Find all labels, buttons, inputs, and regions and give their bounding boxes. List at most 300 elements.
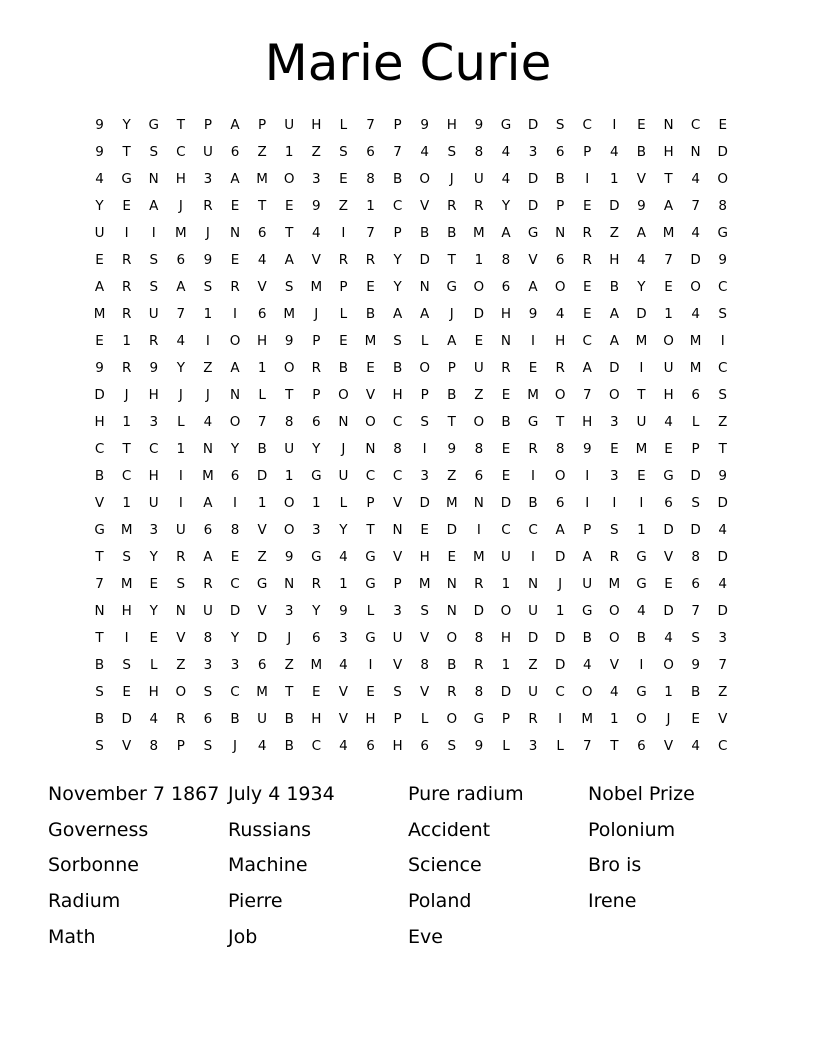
grid-letter: V	[392, 656, 403, 673]
word-list-row	[48, 919, 768, 955]
grid-letter: M	[662, 224, 675, 241]
grid-letter: S	[339, 143, 348, 160]
grid-letter: R	[474, 656, 484, 673]
grid-letter: S	[447, 737, 457, 754]
word-list-row	[48, 848, 768, 884]
grid-letter: 4	[312, 224, 321, 241]
grid-letter: N	[500, 332, 511, 349]
grid-letter: G	[582, 602, 593, 619]
grid-letter: E	[637, 116, 646, 133]
grid-letter: 3	[610, 467, 619, 484]
grid-letter: T	[285, 683, 294, 700]
grid-letter: 1	[501, 656, 511, 673]
grid-row	[86, 165, 738, 192]
grid-letter: J	[449, 170, 454, 187]
grid-letter: B	[447, 224, 457, 241]
grid-letter: M	[689, 359, 702, 376]
grid-letter: O	[609, 386, 620, 403]
grid-letter: J	[178, 386, 183, 403]
grid-letter: 3	[420, 467, 429, 484]
word-list-row	[48, 812, 768, 848]
grid-letter: 1	[284, 143, 294, 160]
grid-letter: T	[257, 197, 267, 214]
grid-letter: M	[581, 710, 594, 727]
grid-letter: N	[284, 575, 295, 592]
grid-letter: B	[582, 629, 592, 646]
grid-letter: D	[717, 143, 728, 160]
grid-letter: T	[95, 548, 104, 565]
grid-letter: N	[446, 575, 457, 592]
grid-letter: 6	[691, 575, 700, 592]
grid-letter: R	[203, 575, 213, 592]
grid-letter: N	[202, 440, 213, 457]
grid-letter: 6	[366, 737, 375, 754]
grid-letter: A	[582, 359, 592, 376]
grid-letter: V	[338, 710, 349, 727]
grid-letter: 1	[284, 467, 294, 484]
grid-letter: O	[446, 710, 458, 727]
grid-letter: 6	[203, 710, 213, 727]
grid-letter: B	[365, 305, 376, 322]
grid-letter: O	[609, 602, 620, 619]
grid-letter: B	[447, 386, 457, 403]
grid-letter: A	[230, 359, 240, 376]
grid-letter: A	[284, 251, 294, 268]
grid-letter: B	[230, 710, 240, 727]
grid-letter: 3	[528, 737, 538, 754]
grid-letter: N	[527, 575, 539, 592]
grid-letter: 7	[393, 143, 402, 160]
grid-letter: H	[365, 710, 376, 727]
grid-letter: 8	[555, 440, 565, 457]
grid-letter: 4	[664, 629, 673, 646]
grid-letter: D	[229, 602, 241, 619]
grid-letter: 9	[528, 305, 538, 322]
grid-letter: M	[635, 440, 648, 457]
grid-letter: Y	[95, 197, 104, 214]
grid-letter: I	[639, 359, 644, 376]
grid-letter: I	[178, 467, 183, 484]
grid-letter: R	[176, 710, 186, 727]
grid-letter: O	[581, 683, 593, 700]
grid-letter: N	[690, 143, 701, 160]
grid-letter: N	[663, 116, 674, 133]
grid-letter: P	[501, 710, 511, 727]
grid-letter: G	[365, 548, 376, 565]
grid-row	[86, 705, 738, 732]
grid-letter: V	[392, 494, 403, 511]
grid-letter: S	[203, 683, 213, 700]
grid-row	[86, 111, 738, 138]
grid-letter: R	[311, 359, 321, 376]
grid-row	[86, 327, 738, 354]
grid-letter: 7	[176, 305, 186, 322]
grid-letter: J	[205, 224, 210, 241]
grid-letter: L	[556, 737, 564, 754]
grid-letter: 6	[257, 224, 267, 241]
grid-letter: D	[527, 197, 539, 214]
grid-letter: 8	[203, 629, 213, 646]
grid-letter: H	[175, 170, 186, 187]
grid-letter: C	[230, 683, 240, 700]
grid-letter: V	[257, 602, 267, 619]
grid-letter: O	[554, 386, 566, 403]
grid-letter: H	[555, 332, 566, 349]
grid-letter: 8	[474, 143, 484, 160]
grid-letter: 6	[501, 278, 511, 295]
grid-letter: B	[609, 278, 619, 295]
grid-letter: D	[554, 629, 566, 646]
grid-letter: 4	[555, 305, 565, 322]
grid-letter: N	[148, 170, 159, 187]
grid-letter: U	[257, 710, 268, 727]
grid-letter: 4	[95, 170, 104, 187]
grid-letter: S	[718, 386, 727, 403]
grid-letter: 3	[528, 143, 538, 160]
grid-letter: H	[148, 683, 159, 700]
word-list-item: July 4 1934	[228, 782, 335, 805]
word-list-item: Pure radium	[408, 782, 524, 805]
grid-letter: 9	[95, 143, 104, 160]
grid-letter: V	[392, 548, 403, 565]
grid-row	[86, 678, 738, 705]
grid-letter: 3	[203, 656, 213, 673]
grid-letter: G	[311, 548, 322, 565]
grid-letter: B	[690, 683, 701, 700]
grid-letter: 9	[95, 116, 104, 133]
grid-letter: Z	[284, 656, 294, 673]
grid-letter: D	[527, 170, 539, 187]
grid-letter: Y	[339, 521, 348, 538]
grid-letter: B	[555, 170, 565, 187]
grid-letter: U	[284, 440, 295, 457]
grid-letter: V	[338, 683, 349, 700]
grid-letter: E	[366, 683, 375, 700]
grid-row	[86, 408, 738, 435]
grid-letter: I	[124, 629, 129, 646]
grid-row	[86, 516, 738, 543]
grid-letter: V	[311, 251, 321, 268]
grid-letter: C	[555, 683, 565, 700]
grid-letter: S	[176, 575, 186, 592]
grid-letter: 9	[718, 251, 727, 268]
grid-letter: E	[582, 305, 592, 322]
grid-letter: N	[338, 413, 349, 430]
grid-letter: M	[120, 521, 133, 538]
grid-letter: Y	[149, 548, 158, 565]
grid-letter: 6	[257, 656, 267, 673]
grid-letter: E	[95, 251, 104, 268]
grid-letter: P	[583, 521, 592, 538]
grid-letter: P	[447, 359, 456, 376]
grid-letter: V	[663, 548, 674, 565]
grid-letter: 3	[339, 629, 348, 646]
grid-letter: O	[446, 629, 458, 646]
grid-row	[86, 732, 738, 759]
grid-letter: E	[366, 278, 375, 295]
grid-letter: M	[283, 305, 296, 322]
grid-letter: J	[124, 386, 129, 403]
grid-letter: G	[636, 575, 647, 592]
grid-letter: G	[636, 683, 647, 700]
grid-letter: I	[368, 656, 373, 673]
grid-letter: A	[636, 224, 647, 241]
grid-letter: A	[420, 305, 430, 322]
grid-letter: Z	[203, 359, 213, 376]
grid-letter: V	[122, 737, 132, 754]
grid-letter: B	[528, 494, 538, 511]
grid-letter: O	[283, 170, 295, 187]
grid-letter: 3	[230, 656, 240, 673]
grid-letter: D	[554, 548, 566, 565]
grid-letter: 8	[474, 629, 484, 646]
grid-letter: D	[419, 494, 430, 511]
grid-letter: N	[365, 440, 376, 457]
grid-letter: J	[314, 305, 319, 322]
word-list-item: Governess	[48, 818, 149, 841]
grid-letter: O	[283, 359, 295, 376]
grid-letter: U	[528, 602, 538, 619]
grid-letter: S	[555, 116, 565, 133]
grid-letter: 3	[203, 170, 213, 187]
grid-letter: H	[500, 305, 512, 322]
grid-letter: Y	[312, 440, 321, 457]
grid-letter: V	[609, 656, 619, 673]
grid-letter: M	[473, 224, 485, 241]
grid-letter: S	[122, 656, 131, 673]
grid-letter: E	[718, 116, 727, 133]
grid-letter: 1	[664, 683, 673, 700]
grid-letter: M	[202, 467, 214, 484]
grid-letter: M	[635, 332, 648, 349]
grid-letter: B	[447, 656, 457, 673]
grid-letter: D	[527, 629, 539, 646]
grid-letter: G	[365, 629, 376, 646]
grid-letter: C	[392, 197, 403, 214]
grid-letter: E	[420, 521, 429, 538]
grid-letter: N	[229, 386, 241, 403]
grid-letter: H	[446, 116, 457, 133]
grid-letter: G	[500, 116, 512, 133]
grid-letter: M	[93, 305, 106, 322]
grid-letter: S	[95, 737, 104, 754]
grid-letter: 6	[637, 737, 646, 754]
grid-letter: R	[121, 305, 132, 322]
grid-letter: R	[121, 251, 132, 268]
grid-letter: P	[312, 386, 321, 403]
grid-letter: 8	[230, 521, 240, 538]
grid-letter: 4	[257, 737, 267, 754]
grid-letter: I	[341, 224, 346, 241]
grid-letter: Z	[176, 656, 186, 673]
grid-row	[86, 138, 738, 165]
grid-letter: 7	[691, 197, 700, 214]
grid-letter: S	[393, 683, 402, 700]
grid-row	[86, 624, 738, 651]
grid-letter: O	[717, 170, 729, 187]
grid-letter: P	[203, 116, 212, 133]
grid-letter: V	[257, 278, 267, 295]
grid-letter: P	[420, 386, 429, 403]
grid-letter: M	[175, 224, 187, 241]
grid-letter: Y	[393, 278, 402, 295]
grid-letter: Z	[447, 467, 457, 484]
grid-letter: O	[229, 413, 241, 430]
grid-letter: Y	[230, 629, 240, 646]
grid-letter: C	[717, 359, 728, 376]
grid-letter: 1	[555, 602, 565, 619]
word-list-item: Russians	[228, 818, 312, 841]
grid-letter: C	[582, 116, 592, 133]
grid-letter: C	[528, 521, 538, 538]
grid-letter: A	[501, 224, 511, 241]
grid-letter: M	[608, 575, 621, 592]
grid-letter: H	[392, 386, 403, 403]
grid-letter: U	[392, 629, 403, 646]
grid-letter: H	[311, 116, 322, 133]
grid-row	[86, 651, 738, 678]
grid-letter: 3	[393, 602, 402, 619]
grid-letter: 7	[366, 224, 375, 241]
word-list-item: Polonium	[588, 818, 676, 841]
grid-row	[86, 543, 738, 570]
grid-letter: 9	[718, 467, 727, 484]
grid-letter: R	[528, 710, 538, 727]
grid-letter: D	[609, 359, 620, 376]
grid-letter: S	[149, 278, 159, 295]
grid-letter: 6	[366, 143, 375, 160]
grid-letter: D	[473, 602, 485, 619]
grid-letter: D	[690, 467, 701, 484]
grid-row	[86, 192, 738, 219]
grid-letter: C	[176, 143, 186, 160]
grid-letter: E	[691, 710, 700, 727]
grid-letter: C	[690, 116, 701, 133]
grid-letter: O	[663, 656, 674, 673]
grid-letter: D	[121, 710, 132, 727]
grid-letter: B	[257, 440, 267, 457]
grid-letter: C	[311, 737, 322, 754]
grid-letter: 4	[610, 683, 619, 700]
grid-letter: P	[556, 197, 565, 214]
grid-row	[86, 489, 738, 516]
grid-letter: E	[122, 683, 131, 700]
grid-letter: 1	[637, 521, 646, 538]
grid-letter: 3	[610, 413, 619, 430]
word-list-item: Poland	[408, 890, 472, 913]
grid-letter: 3	[312, 170, 321, 187]
grid-letter: R	[474, 575, 484, 592]
word-list-item: Radium	[48, 890, 121, 913]
grid-letter: T	[610, 737, 619, 754]
word-list-item: Sorbonne	[48, 854, 139, 877]
grid-letter: D	[256, 629, 268, 646]
grid-letter: S	[95, 683, 104, 700]
grid-letter: R	[121, 278, 132, 295]
grid-letter: I	[720, 332, 725, 349]
grid-letter: D	[527, 116, 539, 133]
grid-letter: H	[121, 602, 132, 619]
grid-letter: H	[311, 710, 322, 727]
grid-letter: 1	[257, 359, 267, 376]
grid-letter: E	[230, 548, 240, 565]
grid-letter: 3	[149, 521, 159, 538]
grid-letter: R	[447, 197, 457, 214]
grid-letter: 6	[555, 494, 565, 511]
grid-letter: B	[338, 359, 349, 376]
grid-letter: L	[366, 602, 375, 619]
grid-letter: G	[256, 575, 268, 592]
grid-letter: M	[473, 548, 485, 565]
grid-letter: E	[664, 440, 673, 457]
grid-row	[86, 597, 738, 624]
grid-letter: 4	[691, 170, 700, 187]
grid-letter: S	[691, 494, 700, 511]
grid-letter: L	[339, 494, 348, 511]
grid-letter: D	[500, 683, 512, 700]
grid-letter: Z	[474, 386, 484, 403]
grid-letter: D	[419, 251, 430, 268]
grid-letter: U	[473, 170, 484, 187]
grid-letter: 4	[501, 170, 511, 187]
grid-letter: D	[473, 305, 485, 322]
grid-letter: 1	[339, 575, 348, 592]
grid-letter: 4	[691, 224, 700, 241]
grid-letter: L	[258, 386, 266, 403]
grid-letter: B	[284, 737, 294, 754]
grid-letter: V	[420, 629, 430, 646]
grid-letter: A	[176, 278, 186, 295]
grid-letter: 1	[122, 413, 131, 430]
grid-letter: S	[284, 278, 294, 295]
grid-letter: 7	[95, 575, 104, 592]
grid-letter: 6	[555, 143, 565, 160]
grid-letter: 9	[312, 197, 321, 214]
grid-letter: 1	[474, 251, 484, 268]
grid-letter: G	[94, 521, 105, 538]
grid-letter: O	[663, 332, 674, 349]
grid-letter: R	[582, 224, 592, 241]
word-list-item: Job	[228, 926, 258, 949]
grid-letter: 4	[149, 710, 159, 727]
grid-letter: T	[122, 440, 131, 457]
grid-letter: A	[203, 548, 213, 565]
grid-letter: 3	[284, 602, 294, 619]
grid-letter: 8	[501, 251, 511, 268]
grid-letter: T	[366, 521, 375, 538]
grid-letter: V	[636, 170, 647, 187]
grid-letter: I	[178, 494, 183, 511]
grid-letter: S	[149, 251, 159, 268]
grid-letter: I	[612, 116, 617, 133]
grid-letter: E	[95, 332, 104, 349]
grid-letter: E	[528, 359, 538, 376]
word-list-item: Accident	[408, 818, 491, 841]
grid-letter: 1	[664, 305, 673, 322]
grid-letter: T	[664, 170, 673, 187]
grid-letter: A	[94, 278, 105, 295]
grid-letter: L	[420, 332, 429, 349]
grid-letter: A	[582, 548, 592, 565]
word-list-row	[48, 776, 768, 812]
grid-letter: G	[636, 548, 647, 565]
word-list-item: Eve	[408, 926, 443, 949]
grid-letter: E	[149, 629, 158, 646]
grid-letter: O	[554, 278, 566, 295]
grid-letter: N	[419, 278, 430, 295]
grid-letter: 9	[284, 548, 294, 565]
grid-letter: L	[177, 413, 185, 430]
